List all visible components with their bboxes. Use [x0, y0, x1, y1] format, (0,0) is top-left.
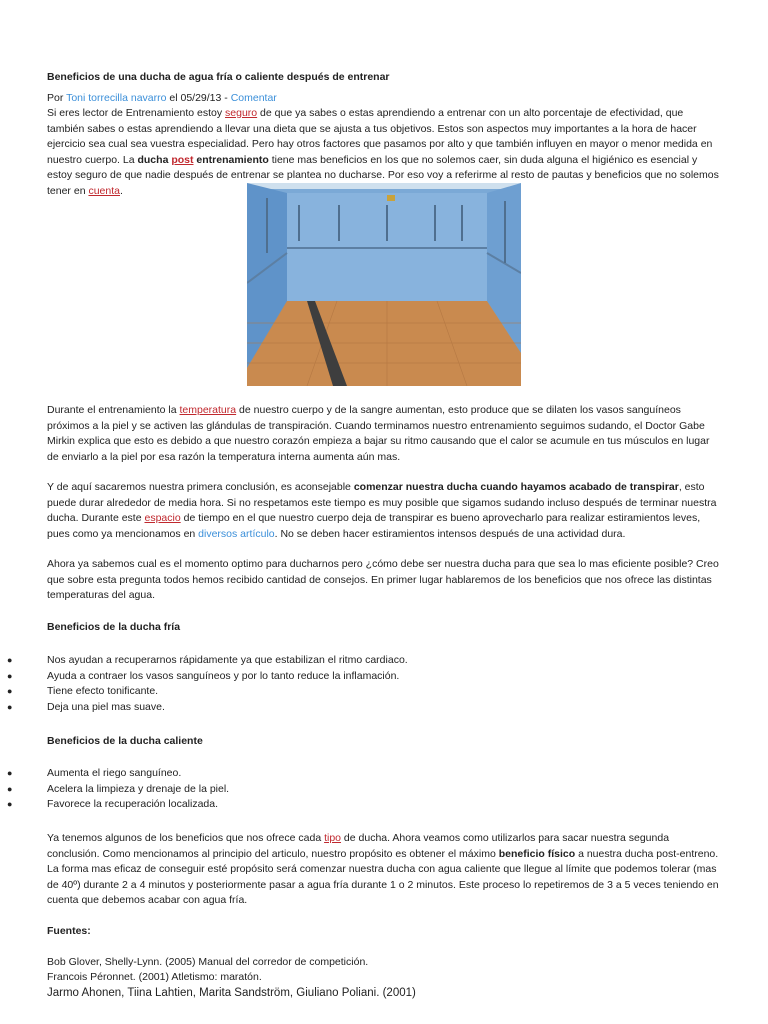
- link-post[interactable]: post: [171, 153, 194, 166]
- paragraph-temperature: Durante el entrenamiento la temperatura de nuestro cuerpo y de la sangre aumentan, esto produce que se dilaten los vasos sanguíneos próximos a la piel y se activen las glándulas de transpiración. Cuando terminamos nuestro entrenamiento seguimos sudando, el Doctor Gabe Mirkin explica que esto es debido a que nuestro corazón empieza a bajar su ritmo causando que el calor se acumule en tus músculos en lugar de enviarlo a la piel por esa razón la temperatura interna aumenta aún mas.: [47, 404, 710, 463]
- list-item: ● Tiene efecto tonificante.: [0, 684, 740, 700]
- list-item: ● Favorece la recuperación localizada.: [0, 797, 740, 813]
- shower-room-photo: [247, 183, 521, 386]
- list-item: ● Deja una piel mas suave.: [0, 700, 740, 716]
- source-item: Francois Péronnet. (2001) Atletismo: maratón.: [47, 971, 262, 983]
- sources-heading: Fuentes:: [47, 925, 91, 937]
- link-cuenta[interactable]: cuenta: [88, 184, 120, 197]
- author-link[interactable]: Toni torrecilla navarro: [66, 92, 167, 104]
- hot-shower-heading: Beneficios de la ducha caliente: [47, 735, 203, 747]
- paragraph-optimal-moment: Ahora ya sabemos cual es el momento optimo para ducharnos pero ¿cómo debe ser nuestra ducha para que sea lo mas eficiente posible? Creo que sobre esta pregunta todos hemos recibido cantidad de consejos. En primer lugar hablaremos de los beneficios que nos ofrece las distintas temperaturas del agua.: [47, 558, 719, 601]
- byline-prefix: Por: [47, 92, 67, 104]
- list-item: ● Ayuda a contraer los vasos sanguíneos y por lo tanto reduce la inflamación.: [0, 669, 740, 685]
- source-item: Bob Glover, Shelly-Lynn. (2005) Manual del corredor de competición.: [47, 956, 369, 968]
- list-item: ● Nos ayudan a recuperarnos rápidamente ya que estabilizan el ritmo cardiaco.: [0, 653, 740, 669]
- list-item: ● Aumenta el riego sanguíneo.: [0, 766, 740, 782]
- link-temperatura[interactable]: temperatura: [179, 404, 237, 416]
- hot-benefits-list: [0, 766, 740, 813]
- link-tipo[interactable]: tipo: [324, 832, 342, 844]
- byline: [47, 91, 723, 107]
- link-seguro[interactable]: seguro: [225, 107, 258, 119]
- list-item: ● Acelera la limpieza y drenaje de la piel.: [0, 782, 740, 798]
- source-item: Jarmo Ahonen, Tiina Lahtien, Marita Sandström, Giuliano Poliani. (2001): [47, 987, 416, 999]
- paragraph-first-conclusion: Y de aquí sacaremos nuestra primera conclusión, es aconsejable comenzar nuestra ducha cuando hayamos acabado de transpirar, esto puede durar alrededor de media hora. Si no respetamos este tiempo es muy posible que sigamos sudando incluso después de terminar nuestra ducha. Durante este espacio de tiempo en el que nuestro cuerpo deja de transpirar es bueno aprovecharlo para realizar estiramientos leves, pues como ya mencionamos en diversos artículo. No se deben hacer estiramientos intensos después de una actividad dura.: [47, 481, 717, 540]
- link-espacio[interactable]: espacio: [144, 512, 181, 524]
- article-title: Beneficios de una ducha de agua fría o caliente después de entrenar: [47, 71, 390, 83]
- comment-link[interactable]: Comentar: [230, 92, 277, 104]
- cold-benefits-list: [0, 653, 740, 715]
- cold-shower-heading: Beneficios de la ducha fría: [47, 621, 181, 633]
- paragraph-second-conclusion: Ya tenemos algunos de los beneficios que nos ofrece cada tipo de ducha. Ahora veamos como utilizarlos para sacar nuestra segunda conclusión. Como mencionamos al principio del articulo, nuestro propósito es obtener el máximo beneficio físico a nuestra ducha post-entreno. La forma mas eficaz de conseguir esté propósito será comenzar nuestra ducha con agua caliente que llegue al límite que podemos tolerar (mas de 40º) durante 2 a 4 minutos y posteriormente pasar a agua fría durante 1 o 2 minutos. Este proceso lo repetiremos de 3 a 5 veces teniendo en cuenta que debemos acabar con agua fría.: [47, 832, 719, 906]
- link-diversos-articulo[interactable]: diversos artículo: [198, 527, 275, 540]
- intro-paragraph: Si eres lector de Entrenamiento estoy seguro de que ya sabes o estas aprendiendo a entrenar con un alto porcentaje de efectividad, que también sabes o estas aprendiendo a llevar una dieta que se ajusta a tus objetivos. Estos son aspectos muy importantes a la hora de hacer ejercicio sea cual sea vuestra especialidad. Pero hay otros factores que pasamos por alto y que también influyen en mayor o menor medida en nuestro cuerpo. La ducha post entrenamiento tiene mas beneficios en los que no solemos caer, sin duda alguna el higiénico es esencial y estoy seguro de que nadie después de entrenar se plantea no ducharse. Por eso voy a referirme al resto de pautas y beneficios que no solemos tener en cuenta.: [47, 107, 719, 197]
- byline-date: el 05/29/13 -: [166, 92, 231, 104]
